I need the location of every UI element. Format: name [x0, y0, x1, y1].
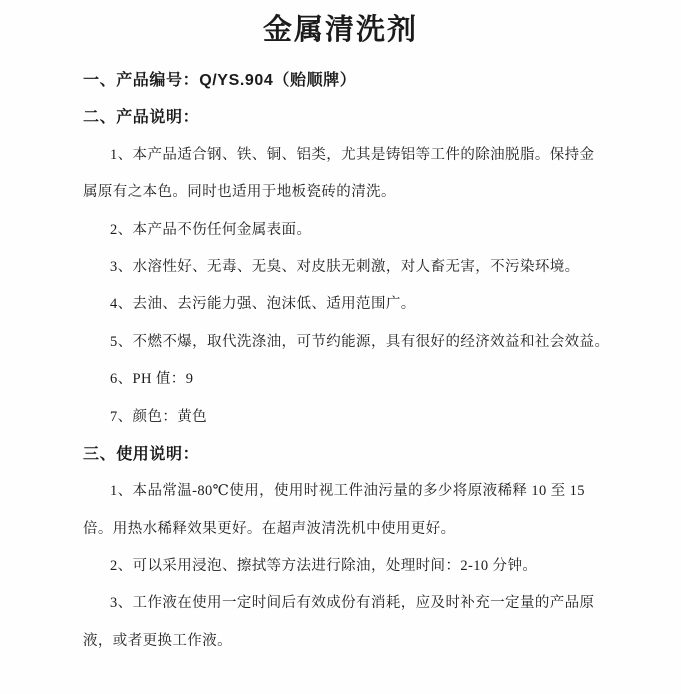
document-body: [0, 62, 681, 660]
document-line: 2、本产品不伤任何金属表面。: [110, 221, 312, 238]
document-line: 倍。用热水稀释效果更好。在超声波清洗机中使用更好。: [83, 520, 456, 537]
document-line: 5、不燃不爆，取代洗涤油，可节约能源，具有很好的经济效益和社会效益。: [110, 333, 610, 350]
document-line: 液，或者更换工作液。: [83, 632, 232, 649]
document-line: 1、本产品适合钢、铁、铜、铝类，尤其是铸铝等工件的除油脱脂。保持金: [110, 146, 595, 163]
document-line: 一、产品编号：Q/YS.904（贻顺牌）: [83, 72, 357, 89]
document-title: 金属清洗剂: [262, 14, 418, 46]
document-line: 1、本品常温-80℃使用，使用时视工件油污量的多少将原液稀释 10 至 15: [110, 483, 585, 500]
document-line: 3、工作液在使用一定时间后有效成份有消耗，应及时补充一定量的产品原: [110, 595, 595, 612]
document-line: 二、产品说明：: [83, 109, 200, 127]
document-line: 7、颜色：黄色: [110, 408, 208, 425]
document-line: 3、水溶性好、无毒、无臭、对皮肤无刺激，对人畜无害，不污染环境。: [110, 258, 580, 275]
document-line: 属原有之本色。同时也适用于地板瓷砖的清洗。: [83, 184, 396, 201]
document-line: 三、使用说明：: [83, 445, 200, 463]
document-line: 6、PH 值：9: [110, 371, 194, 388]
document-line: 4、去油、去污能力强、泡沫低、适用范围广。: [110, 296, 416, 313]
document-line: 2、可以采用浸泡、擦拭等方法进行除油，处理时间：2-10 分钟。: [110, 558, 538, 575]
